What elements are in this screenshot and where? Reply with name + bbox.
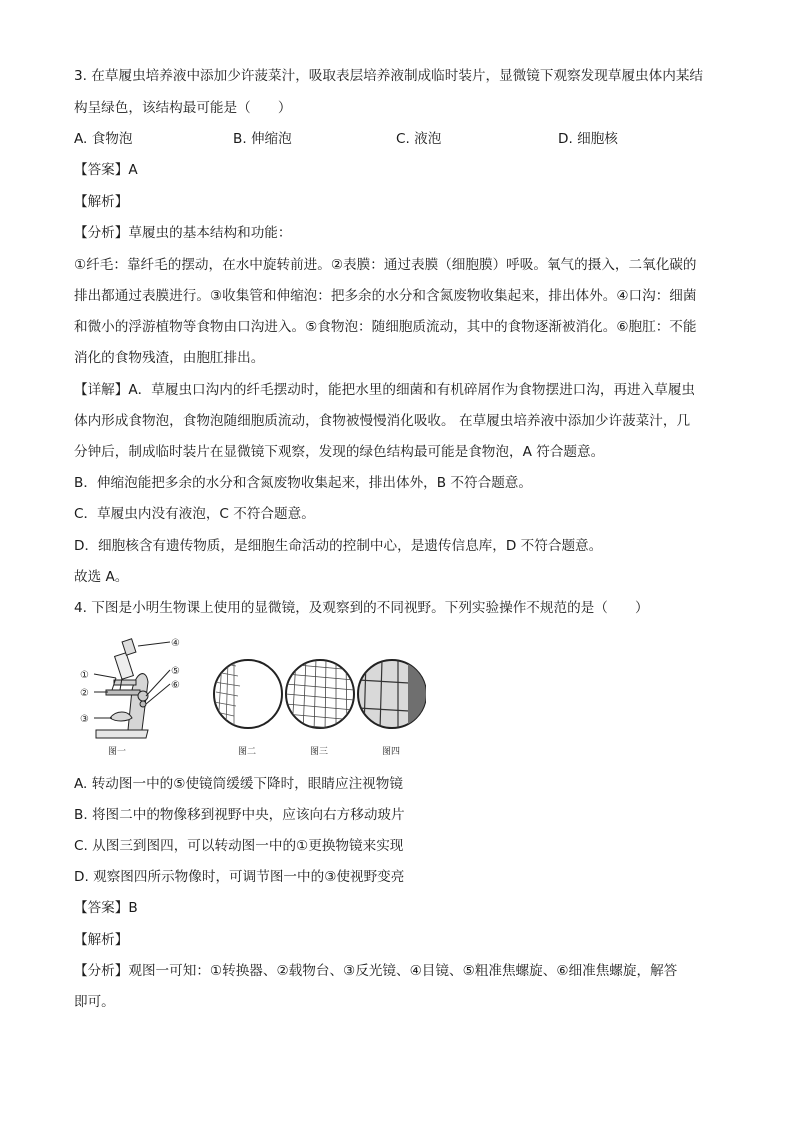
q3-fenxi-title: 【分析】草履虫的基本结构和功能： (74, 225, 292, 241)
q3-fenxi-line: 排出都通过表膜进行。③收集管和伸缩泡：把多余的水分和含氮废物收集起来，排出体外。④口沟：细菌 (74, 288, 697, 304)
q4-analysis-title: 【解析】 (74, 932, 129, 948)
caption-fig4: 图四 (382, 747, 401, 757)
microscope-figure-svg (76, 632, 426, 758)
q4-option-b: B. 将图二中的物像移到视野中央，应该向右方移动玻片 (74, 807, 405, 823)
caption-fig2: 图二 (238, 747, 257, 757)
marker-4: ④ (171, 638, 180, 649)
caption-fig3: 图三 (310, 747, 329, 757)
marker-3: ③ (80, 714, 89, 725)
field-of-view-2 (214, 660, 282, 728)
q3-detail-line: 分钟后，制成临时装片在显微镜下观察，发现的绿色结构最可能是食物泡，A 符合题意。 (74, 444, 605, 460)
microscope-drawing (94, 639, 170, 738)
q3-analysis-title: 【解析】 (74, 194, 129, 210)
q3-stem-line-1: 3. 在草履虫培养液中添加少许菠菜汁，吸取表层培养液制成临时装片，显微镜下观察发现草履虫体内某结 (74, 68, 704, 84)
q3-fenxi-line: ①纤毛：靠纤毛的摆动，在水中旋转前进。②表膜：通过表膜（细胞膜）呼吸。氧气的摄入，二氧化碳的 (74, 257, 697, 273)
microscope-figure (76, 632, 426, 758)
marker-1: ① (80, 670, 89, 681)
q3-fenxi-line: 消化的食物残渣，由胞肛排出。 (74, 350, 265, 366)
q3-option-b: B. 伸缩泡 (233, 131, 292, 147)
field-of-view-4 (358, 660, 426, 730)
q3-option-a: A. 食物泡 (74, 131, 133, 147)
q3-detail-line: 【详解】A．草履虫口沟内的纤毛摆动时，能把水里的细菌和有机碎屑作为食物摆进口沟，再进入草履虫 (74, 382, 696, 398)
marker-2: ② (80, 688, 89, 699)
q3-option-c: C. 液泡 (396, 131, 442, 147)
q3-detail-line: B．伸缩泡能把多余的水分和含氮废物收集起来，排出体外，B 不符合题意。 (74, 475, 532, 491)
q3-detail-line: 体内形成食物泡，食物泡随细胞质流动，食物被慢慢消化吸收。 在草履虫培养液中添加少许菠菜汁，几 (74, 413, 691, 429)
q3-stem-line-2: 构呈绿色，该结构最可能是（ ） (74, 100, 292, 116)
q4-fenxi-line: 【分析】观图一可知：①转换器、②载物台、③反光镜、④目镜、⑤粗准焦螺旋、⑥细准焦螺旋，解答 (74, 963, 678, 979)
q3-option-d: D. 细胞核 (558, 131, 618, 147)
q4-answer: 【答案】B (74, 900, 138, 916)
field-of-view-3 (286, 658, 354, 732)
q4-option-a: A. 转动图一中的⑤使镜筒缓缓下降时，眼睛应注视物镜 (74, 776, 403, 792)
q3-conclusion: 故选 A。 (74, 569, 129, 585)
q4-option-d: D. 观察图四所示物像时，可调节图一中的③使视野变亮 (74, 869, 405, 885)
q4-option-c: C. 从图三到图四，可以转动图一中的①更换物镜来实现 (74, 838, 404, 854)
q4-fenxi-line: 即可。 (74, 994, 115, 1010)
q4-stem: 4. 下图是小明生物课上使用的显微镜，及观察到的不同视野。下列实验操作不规范的是（ ） (74, 600, 649, 616)
q3-answer: 【答案】A (74, 162, 138, 178)
marker-5: ⑤ (171, 666, 180, 677)
marker-6: ⑥ (171, 680, 180, 691)
q3-fenxi-line: 和微小的浮游植物等食物由口沟进入。⑤食物泡：随细胞质流动，其中的食物逐渐被消化。⑥胞肛：不能 (74, 319, 697, 335)
q3-detail-line: D．细胞核含有遗传物质，是细胞生命活动的控制中心，是遗传信息库，D 不符合题意。 (74, 538, 603, 554)
q3-detail-line: C．草履虫内没有液泡，C 不符合题意。 (74, 506, 315, 522)
caption-fig1: 图一 (108, 747, 127, 757)
